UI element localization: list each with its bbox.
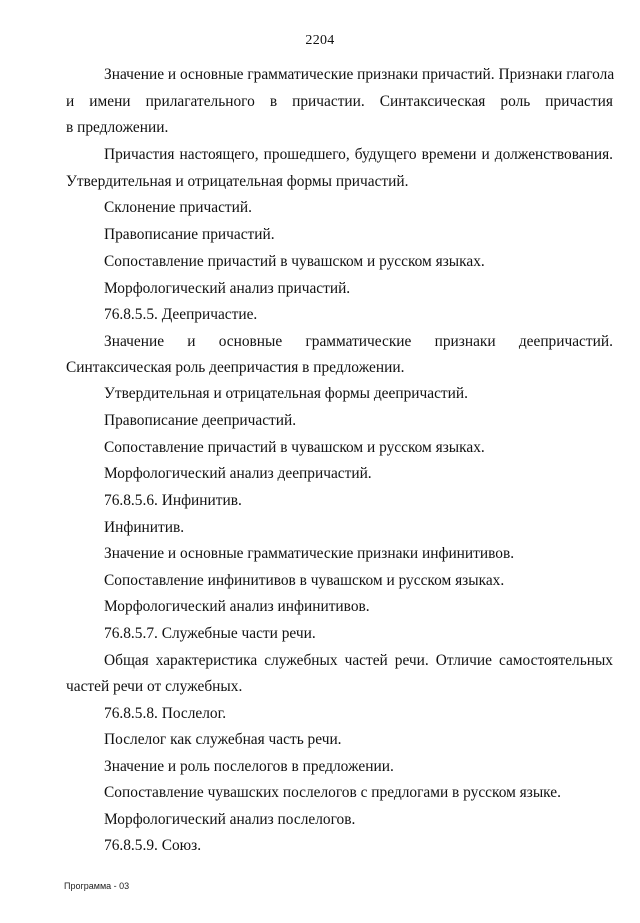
word: деепричастий. <box>518 333 613 350</box>
paragraph-line: Морфологический анализ инфинитивов. <box>104 598 370 615</box>
paragraph-line: частей речи от служебных. <box>66 678 243 695</box>
footer-label: Программа - 03 <box>64 881 130 891</box>
word: грамматические <box>305 333 412 350</box>
paragraph-line: Инфинитив. <box>104 519 185 536</box>
word: роль <box>500 93 531 110</box>
word: и <box>187 333 196 350</box>
paragraph-line: Утвердительная и отрицательная формы причастий. <box>66 173 409 190</box>
paragraph-line: Морфологический анализ причастий. <box>104 280 351 297</box>
paragraph-line: Морфологический анализ послелогов. <box>104 811 356 828</box>
paragraph-line: Синтаксическая роль деепричастия в предложении. <box>66 359 405 376</box>
paragraph-line: Значение и основные грамматические признаки инфинитивов. <box>104 545 515 562</box>
page-number: 2204 <box>305 33 335 48</box>
section-heading: 76.8.5.5. Деепричастие. <box>104 306 258 323</box>
paragraph-line: Значение и основные грамматические признаки причастий. Признаки глагола <box>104 66 615 83</box>
word: Синтаксическая <box>379 93 486 110</box>
paragraph-line: Правописание причастий. <box>104 226 275 243</box>
section-heading: 76.8.5.6. Инфинитив. <box>104 492 242 509</box>
word: прилагательного <box>145 93 255 110</box>
paragraph-line: Сопоставление причастий в чувашском и русском языках. <box>104 253 485 270</box>
word: признаки <box>434 333 496 350</box>
paragraph-line: Склонение причастий. <box>104 199 252 216</box>
paragraph-line: Значение и роль послелогов в предложении. <box>104 758 394 775</box>
paragraph-line: Морфологический анализ деепричастий. <box>104 465 372 482</box>
section-heading: 76.8.5.9. Союз. <box>104 837 202 854</box>
word: Значение <box>104 333 165 350</box>
paragraph-line: Общая характеристика служебных частей речи. Отличие самостоятельных <box>104 652 613 669</box>
paragraph-line: Утвердительная и отрицательная формы деепричастий. <box>104 385 468 402</box>
paragraph-line: Сопоставление чувашских послелогов с предлогами в русском языке. <box>104 784 561 801</box>
section-heading: 76.8.5.8. Послелог. <box>104 705 227 722</box>
word: и <box>66 93 75 110</box>
word: основные <box>218 333 283 350</box>
justified-line <box>104 333 613 351</box>
word: имени <box>89 93 131 110</box>
paragraph-line: Сопоставление причастий в чувашском и русском языках. <box>104 439 485 456</box>
paragraph-line: Причастия настоящего, прошедшего, будущего времени и долженствования. <box>104 146 613 163</box>
word: причастии. <box>292 93 365 110</box>
word: в <box>269 93 278 110</box>
paragraph-line: Послелог как служебная часть речи. <box>104 731 342 748</box>
paragraph-line: Сопоставление инфинитивов в чувашском и русском языках. <box>104 572 505 589</box>
paragraph-line: в предложении. <box>66 119 169 136</box>
section-heading: 76.8.5.7. Служебные части речи. <box>104 625 316 642</box>
justified-line <box>66 93 613 111</box>
paragraph-line: Правописание деепричастий. <box>104 412 297 429</box>
word: причастия <box>545 93 613 110</box>
